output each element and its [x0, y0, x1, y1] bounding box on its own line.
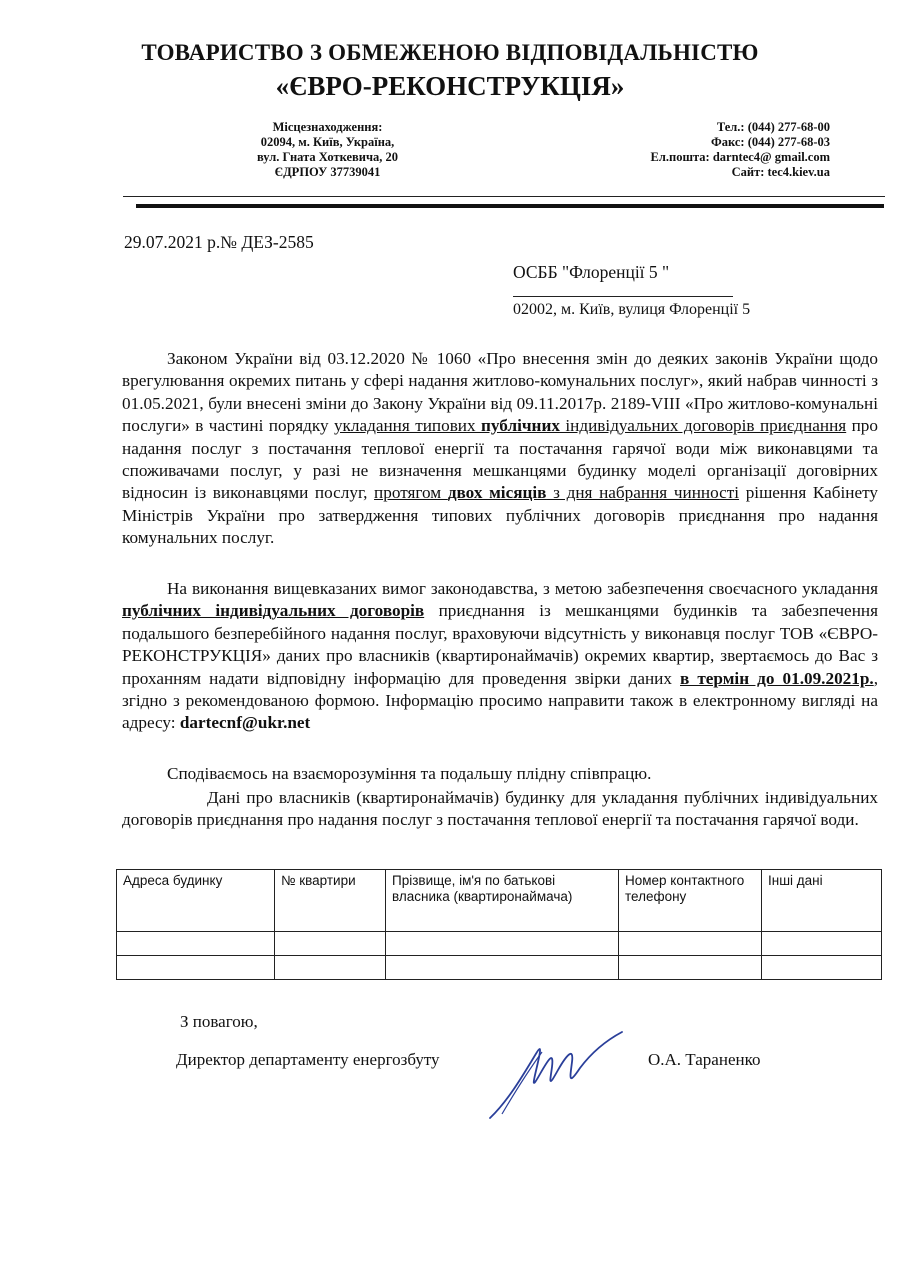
location-address2: вул. Гната Хоткевича, 20	[256, 150, 399, 164]
edrpou-code: ЄДРПОУ 37739041	[274, 165, 381, 179]
date-reference: 29.07.2021 р.№ ДЕЗ-2585	[124, 232, 314, 252]
paragraph-3: Сподіваємось на взаєморозуміння та подальшу плідну співпрацю.	[167, 764, 652, 783]
addressee-underline	[513, 296, 733, 297]
website: Сайт: tec4.kiev.ua	[731, 165, 830, 179]
company-location-block	[210, 120, 445, 180]
closing-greeting: З повагою,	[180, 1012, 258, 1031]
fax-number: Факс: (044) 277-68-03	[711, 135, 830, 149]
table-header-cell: Прізвище, ім'я по батькові власника (квартиронаймача)	[386, 870, 619, 932]
company-contacts-block	[585, 120, 830, 180]
email-address: Ел.пошта: darntec4@ gmail.com	[650, 150, 830, 164]
table-header-row	[117, 870, 882, 932]
owners-data-table	[116, 869, 882, 980]
table-row	[117, 932, 882, 956]
table-header-cell: № квартири	[275, 870, 386, 932]
deadline-date: в термін до 01.09.2021р.	[680, 668, 874, 688]
header-divider-thin	[123, 196, 885, 197]
paragraph-4: Дані про власників (квартиронаймачів) будинку для укладання публічних індивідуальних договорів приєднання про надання послуг з постачання теплової енергії та постачання гарячої води.	[122, 788, 878, 830]
phone-number: Тел.: (044) 277-68-00	[716, 120, 830, 134]
paragraph-2: На виконання вищевказаних вимог законодавства, з метою забезпечення своєчасного укладання публічних індивідуальних договорів приєднання із мешканцями будинків та забезпечення подальшого безперебійного надання послуг, враховуючи відсутність у виконавця послуг ТОВ «ЄВРО-РЕКОНСТРУКЦІЯ» даних про власників (квартиронаймачів) окремих квартир, звертаємось до Вас з проханням надати відповідну інформацію для проведення звірки даних в термін до 01.09.2021р., згідно з рекомендованою формою. Інформацію просимо направити також в електронному вигляді на адресу: dartecnf@ukr.net	[122, 579, 878, 733]
addressee-address: 02002, м. Київ, вулиця Флоренції 5	[513, 301, 751, 318]
handwritten-signature	[482, 1022, 632, 1122]
addressee: ОСББ "Флоренції 5 "	[513, 262, 670, 282]
contact-email: dartecnf@ukr.net	[179, 713, 311, 733]
location-label: Місцезнаходження:	[272, 120, 383, 134]
location-address1: 02094, м. Київ, Україна,	[260, 135, 395, 149]
table-header-cell: Номер контактного телефону	[619, 870, 762, 932]
signatory-name: О.А. Тараненко	[648, 1050, 761, 1069]
paragraph-1: Законом України від 03.12.2020 № 1060 «Про внесення змін до деяких законів України щодо врегулювання окремих питань у сфері надання житлово-комунальних послуг», який набрав чинності з 01.05.2021, були внесені зміни до Закону України від 09.11.2017р. 2189-VIII «Про житлово-комунальні послуги» в частині порядку укладання типових публічних індивідуальних договорів приєднання про надання послуг з постачання теплової енергії та постачання гарячої води між виконавцями та споживачами послуг, у разі не визначення мешканцями будинку моделі організації договірних відносин із виконавцями послуг, протягом двох місяців з дня набрання чинності рішення Кабінету Міністрів України про затвердження типових публічних договорів приєднання про надання комунальних послуг.	[122, 349, 878, 548]
signatory-title: Директор департаменту енергозбуту	[176, 1050, 440, 1069]
company-name-line2: «ЄВРО-РЕКОНСТРУКЦІЯ»	[275, 71, 625, 101]
underlined-phrase: укладання типових публічних індивідуальних договорів приєднання	[333, 416, 847, 436]
underlined-deadline: протягом двох місяців з дня набрання чинності	[374, 483, 740, 503]
table-row	[117, 956, 882, 980]
table-header-cell: Адреса будинку	[117, 870, 275, 932]
table-header-cell: Інші дані	[762, 870, 882, 932]
header-divider-thick	[136, 204, 884, 208]
company-name-line1: ТОВАРИСТВО З ОБМЕЖЕНОЮ ВІДПОВІДАЛЬНІСТЮ	[141, 40, 759, 65]
